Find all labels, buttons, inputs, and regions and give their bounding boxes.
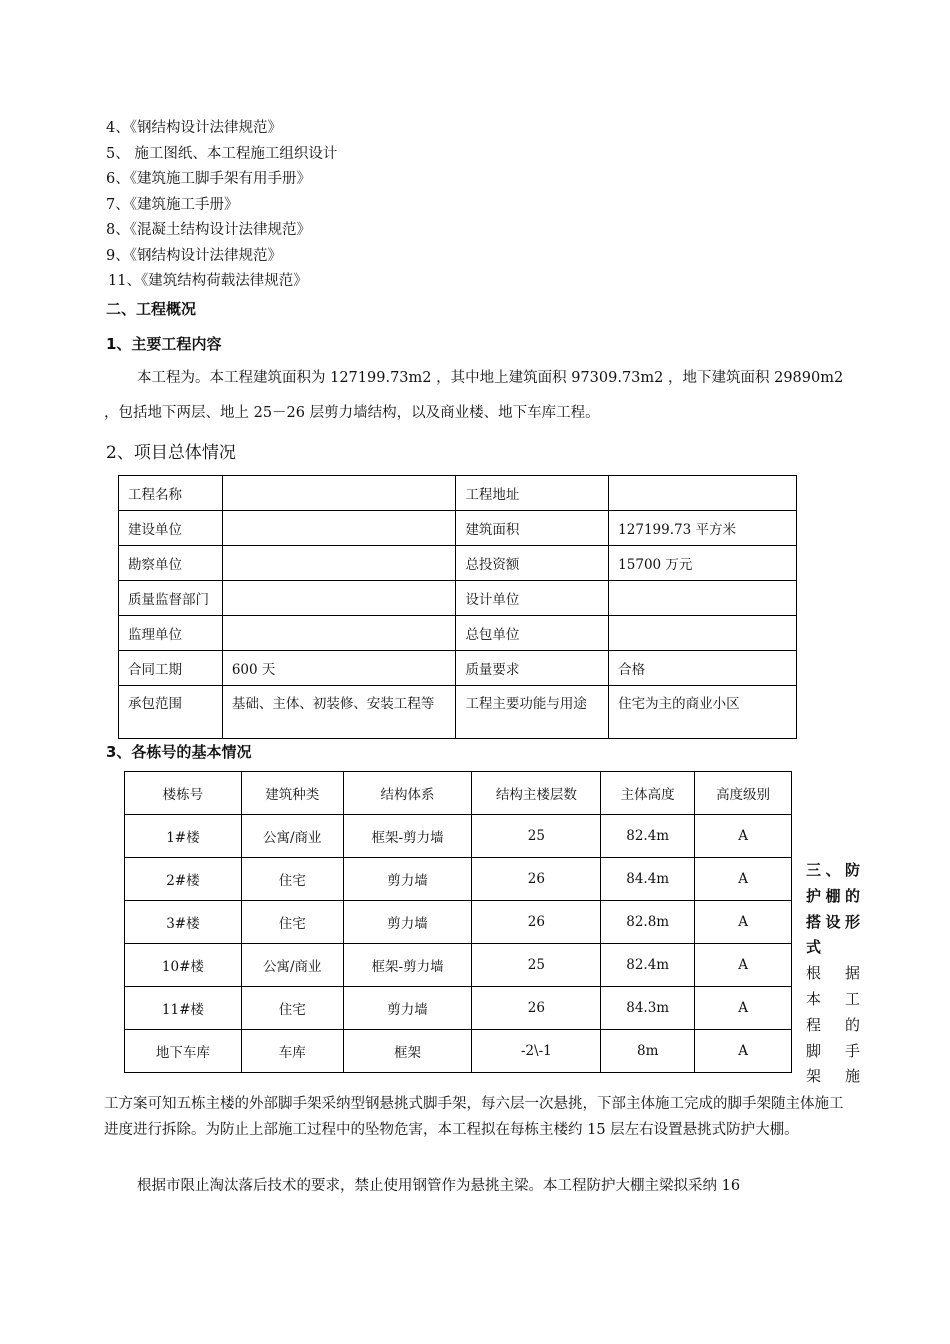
section-3-title-line: 三、防: [806, 861, 860, 879]
table-cell: 84.3m: [601, 987, 695, 1030]
column-header: 高度级别: [695, 772, 792, 815]
table-cell: 建设单位: [119, 511, 223, 546]
table-cell: 勘察单位: [119, 546, 223, 581]
section-3-title-line: 搭设形: [806, 912, 860, 931]
reference-item: 5、 施工图纸、本工程施工组织设计: [106, 145, 338, 162]
table-cell: 承包范围: [119, 686, 223, 739]
table-cell: 总投资额: [456, 546, 609, 581]
table-cell: 2#楼: [125, 858, 242, 901]
table-cell: [609, 616, 797, 651]
table-cell: 住宅: [241, 987, 343, 1030]
table-cell: 质量监督部门: [119, 581, 223, 616]
table-cell: [222, 616, 456, 651]
side-text-line: 程 的: [806, 1015, 860, 1034]
table-cell: 82.4m: [601, 944, 695, 987]
table-cell: [222, 511, 456, 546]
building-table: [124, 771, 792, 1073]
table-cell: A: [695, 815, 792, 858]
table-cell: 剪力墙: [343, 858, 472, 901]
table-cell: 3#楼: [125, 901, 242, 944]
table-cell: 82.4m: [601, 815, 695, 858]
table-cell: A: [695, 944, 792, 987]
table-cell: 26: [472, 987, 601, 1030]
section-2-2-title: 2、项目总体情况: [106, 443, 236, 463]
table-cell: 公寓/商业: [241, 944, 343, 987]
table-cell: 总包单位: [456, 616, 609, 651]
section-3-title-line: 式: [806, 938, 822, 957]
table-cell: 600 天: [222, 651, 456, 686]
column-header: 楼栋号: [125, 772, 242, 815]
section-3-paragraph-2: 根据市限止淘汰落后技术的要求，禁止使用钢管作为悬挑主梁。本工程防护大棚主梁拟采纳 16: [137, 1178, 741, 1194]
reference-item: 11、《建筑结构荷载法律规范》: [108, 273, 308, 289]
table-cell: 监理单位: [119, 616, 223, 651]
table-cell: 车库: [241, 1030, 343, 1073]
table-cell: 住宅: [241, 858, 343, 901]
table-cell: 11#楼: [125, 987, 242, 1030]
table-row: [125, 858, 792, 901]
table-cell: 1#楼: [125, 815, 242, 858]
table-cell: A: [695, 858, 792, 901]
side-text-line: 架 施: [806, 1067, 860, 1086]
main-content-paragraph: 本工程为。本工程建筑面积为 127199.73m2 ，其中地上建筑面积 97309.73m2 ，地下建筑面积 29890m2 ，包括地下两层、地上 25－26 层剪力墙结构，以及商业楼、地下车库工程。: [104, 370, 844, 421]
reference-list: [106, 116, 337, 295]
reference-item: 4、《钢结构设计法律规范》: [106, 120, 282, 136]
column-header: 建筑种类: [241, 772, 343, 815]
table-row: [125, 901, 792, 944]
table-cell: 合格: [609, 651, 797, 686]
section-3-title-line: 护棚的: [806, 886, 860, 905]
table-cell: 公寓/商业: [241, 815, 343, 858]
table-row: [125, 815, 792, 858]
section-2-title: 二、工程概况: [106, 300, 197, 318]
table-cell: [222, 581, 456, 616]
side-text-line: 根 据: [806, 964, 860, 983]
table-cell: 10#楼: [125, 944, 242, 987]
section-3-paragraph: 工方案可知五栋主楼的外部脚手架采纳型钢悬挑式脚手架，每六层一次悬挑，下部主体施工完成的脚手架随主体施工进度进行拆除。为防止上部施工过程中的坠物危害，本工程拟在每栋主楼约 15 层左右设置悬挑式防护大棚。: [104, 1096, 844, 1138]
table-cell: 26: [472, 858, 601, 901]
section-2-1-title: 1、主要工程内容: [106, 335, 222, 353]
reference-item: 8、《混凝土结构设计法律规范》: [106, 222, 311, 238]
table-cell: 地下车库: [125, 1030, 242, 1073]
table-cell: 剪力墙: [343, 987, 472, 1030]
table-cell: 框架-剪力墙: [343, 815, 472, 858]
table-cell: 住宅为主的商业小区: [609, 686, 797, 739]
column-header: 结构体系: [343, 772, 472, 815]
table-cell: 15700 万元: [609, 546, 797, 581]
table-header-row: [125, 772, 792, 815]
table-cell: 基础、主体、初装修、安装工程等: [222, 686, 456, 739]
reference-item: 6、《建筑施工脚手架有用手册》: [106, 171, 311, 187]
table-cell: 127199.73 平方米: [609, 511, 797, 546]
column-header: 主体高度: [601, 772, 695, 815]
table-cell: [609, 476, 797, 511]
side-text-line: 脚 手: [806, 1041, 860, 1060]
table-cell: 框架-剪力墙: [343, 944, 472, 987]
table-cell: 82.8m: [601, 901, 695, 944]
table-cell: 工程主要功能与用途: [456, 686, 609, 739]
project-info-table: [118, 475, 797, 739]
table-cell: [222, 476, 456, 511]
table-row: [119, 511, 797, 546]
table-cell: 剪力墙: [343, 901, 472, 944]
table-cell: [222, 546, 456, 581]
table-cell: 框架: [343, 1030, 472, 1073]
section-3-sidebar-text: [806, 858, 860, 1090]
table-cell: 设计单位: [456, 581, 609, 616]
table-cell: 25: [472, 944, 601, 987]
table-row: [119, 651, 797, 686]
table-cell: A: [695, 901, 792, 944]
table-row: [125, 944, 792, 987]
table-cell: 25: [472, 815, 601, 858]
table-cell: 建筑面积: [456, 511, 609, 546]
table-cell: 工程名称: [119, 476, 223, 511]
table-row: [125, 1030, 792, 1073]
section-2-3-title: 3、各栋号的基本情况: [106, 743, 252, 761]
reference-item: 7、《建筑施工手册》: [106, 196, 239, 213]
column-header: 结构主楼层数: [472, 772, 601, 815]
table-cell: [609, 581, 797, 616]
table-cell: 住宅: [241, 901, 343, 944]
table-cell: 合同工期: [119, 651, 223, 686]
table-cell: A: [695, 1030, 792, 1073]
table-row: [119, 686, 797, 739]
table-row: [119, 546, 797, 581]
table-row: [119, 616, 797, 651]
side-text-line: 本 工: [806, 989, 860, 1008]
table-cell: 8m: [601, 1030, 695, 1073]
table-row: [125, 987, 792, 1030]
table-cell: 质量要求: [456, 651, 609, 686]
reference-item: 9、《钢结构设计法律规范》: [106, 247, 282, 264]
table-row: [119, 476, 797, 511]
table-cell: A: [695, 987, 792, 1030]
table-cell: -2\-1: [472, 1030, 601, 1073]
table-cell: 84.4m: [601, 858, 695, 901]
table-cell: 工程地址: [456, 476, 609, 511]
table-row: [119, 581, 797, 616]
table-cell: 26: [472, 901, 601, 944]
